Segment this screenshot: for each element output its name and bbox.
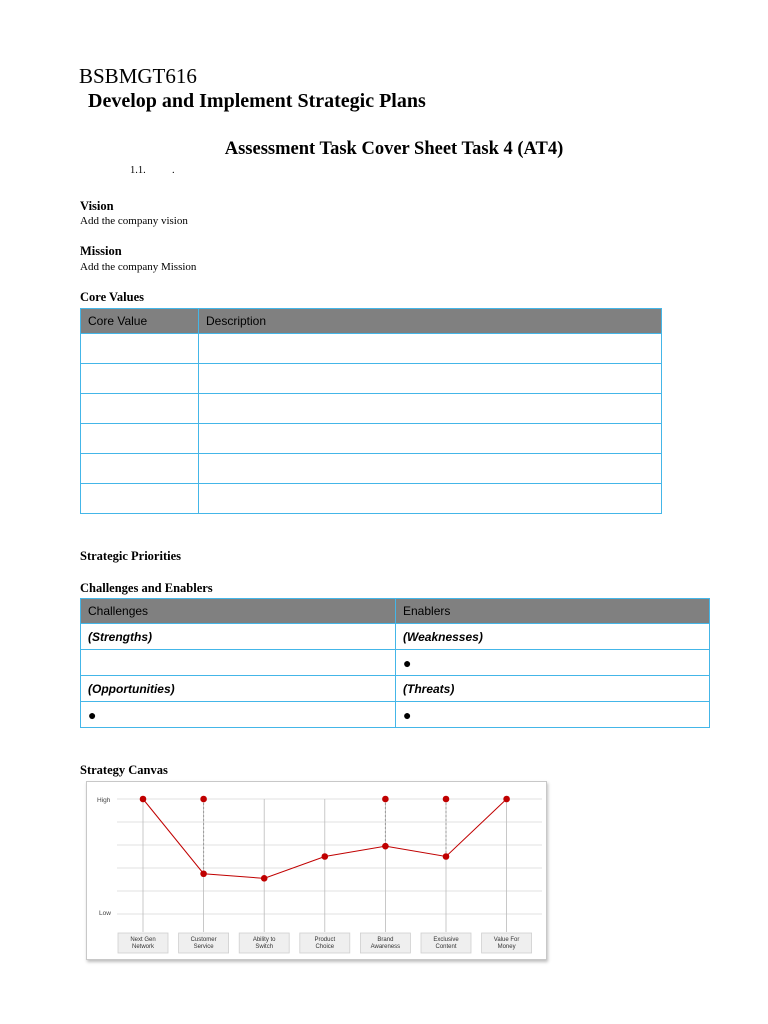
category-label-box — [482, 933, 532, 953]
category-label: Product — [314, 937, 336, 943]
data-point — [443, 796, 450, 803]
table-cell[interactable] — [199, 394, 662, 424]
column-header-challenges: Challenges — [81, 599, 396, 624]
category-label-box — [421, 933, 471, 953]
data-point — [443, 853, 450, 860]
table-cell[interactable] — [199, 334, 662, 364]
mission-text: Add the company Mission — [80, 261, 197, 273]
table-cell[interactable] — [81, 424, 199, 454]
data-point — [261, 875, 268, 882]
core-values-heading: Core Values — [80, 290, 145, 304]
table-cell[interactable] — [199, 364, 662, 394]
column-header-description: Description — [199, 309, 662, 334]
table-row — [81, 702, 710, 728]
table-cell[interactable] — [81, 454, 199, 484]
category-label: Brand — [377, 937, 394, 943]
challenges-enablers-table — [80, 598, 710, 728]
table-row — [81, 394, 662, 424]
mission-heading: Mission — [80, 244, 122, 258]
data-point — [200, 870, 207, 877]
vision-text: Add the company vision — [80, 215, 188, 227]
course-title: Develop and Implement Strategic Plans — [88, 90, 426, 112]
table-row — [81, 424, 662, 454]
data-point — [503, 796, 510, 803]
bullet-cell[interactable]: ● — [81, 702, 396, 728]
table-header-row — [81, 309, 662, 334]
opportunities-cell[interactable]: (Opportunities) — [81, 676, 396, 702]
list-dot: . — [172, 165, 175, 176]
category-label: Next Gen — [130, 937, 156, 943]
data-point — [382, 796, 389, 803]
data-point — [382, 843, 389, 850]
strategy-canvas-heading: Strategy Canvas — [80, 763, 168, 777]
table-header-row — [81, 599, 710, 624]
table-row — [81, 624, 710, 650]
vision-heading: Vision — [80, 199, 114, 213]
y-label-low: Low — [99, 910, 111, 917]
course-code: BSBMGT616 — [79, 64, 197, 88]
strategy-canvas-chart-frame — [86, 781, 547, 960]
category-label: Service — [193, 944, 214, 950]
table-cell[interactable] — [81, 334, 199, 364]
table-cell[interactable] — [81, 364, 199, 394]
category-label-box — [118, 933, 168, 953]
bullet-cell[interactable]: ● — [396, 650, 710, 676]
table-cell[interactable] — [199, 454, 662, 484]
threats-cell[interactable]: (Threats) — [396, 676, 710, 702]
data-point — [140, 796, 147, 803]
table-row — [81, 676, 710, 702]
category-label: Customer — [190, 937, 217, 943]
table-cell[interactable] — [81, 650, 396, 676]
strategic-priorities-heading: Strategic Priorities — [80, 549, 181, 563]
table-row — [81, 454, 662, 484]
column-header-core-value: Core Value — [81, 309, 199, 334]
category-label: Network — [131, 944, 155, 950]
table-cell[interactable] — [199, 424, 662, 454]
table-row — [81, 484, 662, 514]
category-label: Ability to — [252, 937, 276, 943]
category-label: Content — [435, 944, 457, 950]
category-label: Exclusive — [433, 937, 459, 943]
category-label-box — [179, 933, 229, 953]
y-label-high: High — [97, 797, 111, 804]
data-point — [200, 796, 207, 803]
category-label: Awareness — [370, 944, 401, 950]
data-point — [322, 853, 329, 860]
list-number: 1.1. — [130, 165, 146, 176]
table-cell[interactable] — [81, 394, 199, 424]
table-row — [81, 650, 710, 676]
category-label: Value For — [493, 937, 520, 943]
table-row — [81, 364, 662, 394]
bullet-cell[interactable]: ● — [396, 702, 710, 728]
category-label-box — [300, 933, 350, 953]
category-label-box — [239, 933, 289, 953]
strategy-canvas-chart — [87, 782, 546, 959]
challenges-enablers-heading: Challenges and Enablers — [80, 581, 213, 595]
table-cell[interactable] — [81, 484, 199, 514]
category-label: Money — [497, 944, 516, 950]
category-label-box — [360, 933, 410, 953]
table-cell[interactable] — [199, 484, 662, 514]
table-row — [81, 334, 662, 364]
category-label: Switch — [255, 944, 274, 950]
weaknesses-cell[interactable]: (Weaknesses) — [396, 624, 710, 650]
core-values-table — [80, 308, 662, 514]
column-header-enablers: Enablers — [396, 599, 710, 624]
strengths-cell[interactable]: (Strengths) — [81, 624, 396, 650]
document-title: Assessment Task Cover Sheet Task 4 (AT4) — [224, 139, 564, 159]
category-label: Choice — [315, 944, 335, 950]
